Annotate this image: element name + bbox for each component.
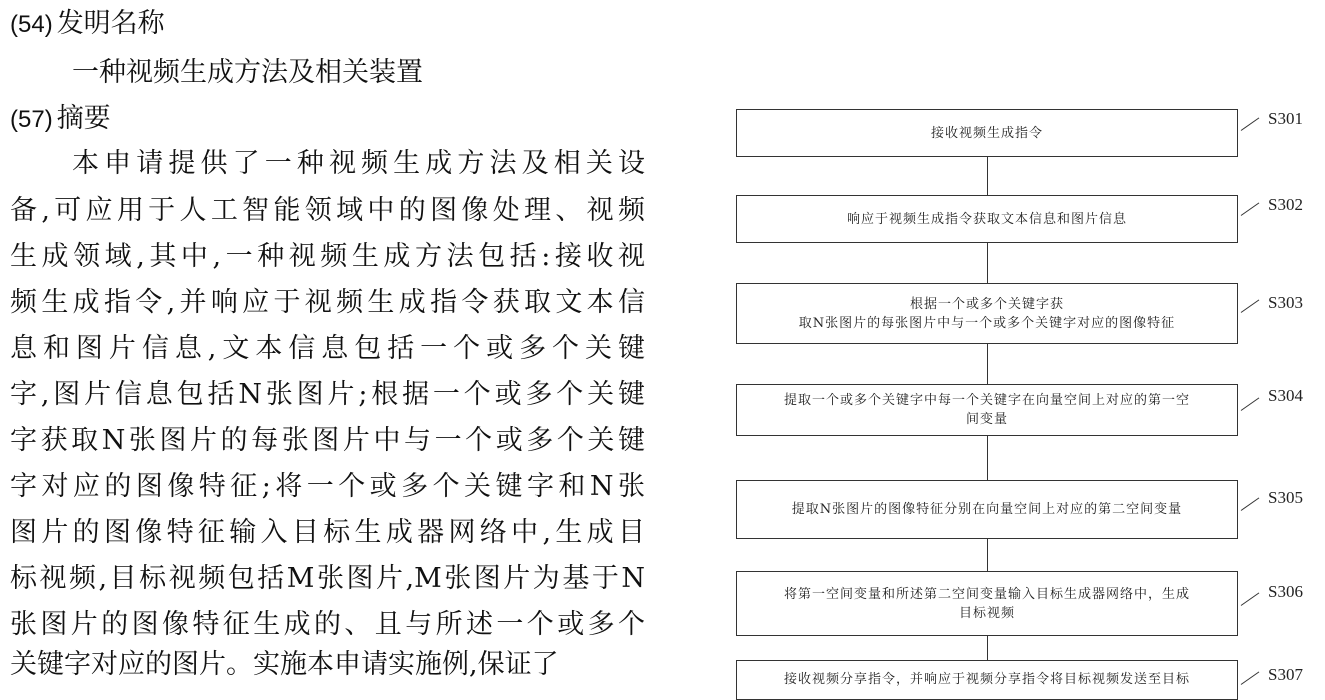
- abstract-line: 本申请提供了一种视频生成方法及相关设: [72, 148, 645, 179]
- abstract-section-label: 摘要: [56, 103, 111, 133]
- flow-step-box: 提取N张图片的图像特征分别在向量空间上对应的第二空间变量: [736, 480, 1238, 539]
- step-label: S303: [1268, 293, 1303, 312]
- abstract-line: 张图片的图像特征生成的、且与所述一个或多个: [10, 609, 645, 640]
- abstract-section-code: (57): [10, 106, 53, 133]
- abstract-line: 字对应的图像特征;将一个或多个关键字和N张: [10, 471, 645, 502]
- step-label: S305: [1268, 488, 1303, 507]
- title-section-label: 发明名称: [56, 8, 165, 38]
- label-leader-line: [1241, 671, 1260, 684]
- step-label: S302: [1268, 195, 1303, 214]
- abstract-line: 关键字对应的图片。实施本申请实施例,保证了: [10, 649, 559, 680]
- flow-connector: [987, 243, 988, 283]
- flow-step-box: 将第一空间变量和所述第二空间变量输入目标生成器网络中，生成 目标视频: [736, 571, 1238, 636]
- abstract-line: 备,可应用于人工智能领域中的图像处理、视频: [10, 195, 645, 226]
- flow-connector: [987, 436, 988, 480]
- step-label: S306: [1268, 582, 1303, 601]
- flow-step-box: 响应于视频生成指令获取文本信息和图片信息: [736, 195, 1238, 243]
- flow-connector: [987, 636, 988, 660]
- invention-title: 一种视频生成方法及相关装置: [72, 57, 423, 88]
- label-leader-line: [1241, 117, 1260, 130]
- flow-connector: [987, 157, 988, 195]
- abstract-line: 标视频,目标视频包括M张图片,M张图片为基于N: [10, 563, 645, 594]
- label-leader-line: [1241, 592, 1260, 605]
- title-section-code: (54): [10, 11, 53, 38]
- flow-step-box: 接收视频分享指令，并响应于视频分享指令将目标视频发送至目标: [736, 660, 1238, 700]
- abstract-line: 字获取N张图片的每张图片中与一个或多个关键: [10, 425, 645, 456]
- flow-connector: [987, 539, 988, 571]
- abstract-line: 频生成指令,并响应于视频生成指令获取文本信: [10, 287, 645, 318]
- flow-step-box: 提取一个或多个关键字中每一个关键字在向量空间上对应的第一空 间变量: [736, 384, 1238, 436]
- step-label: S301: [1268, 109, 1303, 128]
- label-leader-line: [1241, 299, 1260, 312]
- abstract-line: 息和图片信息,文本信息包括一个或多个关键: [10, 333, 645, 364]
- flow-step-box: 接收视频生成指令: [736, 109, 1238, 157]
- step-label: S304: [1268, 386, 1303, 405]
- label-leader-line: [1241, 497, 1260, 510]
- flow-step-box: 根据一个或多个关键字获 取N张图片的每张图片中与一个或多个关键字对应的图像特征: [736, 283, 1238, 344]
- label-leader-line: [1241, 202, 1260, 215]
- abstract-line: 字,图片信息包括N张图片;根据一个或多个关键: [10, 379, 645, 410]
- step-label: S307: [1268, 665, 1303, 684]
- label-leader-line: [1241, 397, 1260, 410]
- flow-connector: [987, 344, 988, 384]
- abstract-line: 图片的图像特征输入目标生成器网络中,生成目: [10, 517, 645, 548]
- abstract-line: 生成领域,其中,一种视频生成方法包括:接收视: [10, 241, 645, 272]
